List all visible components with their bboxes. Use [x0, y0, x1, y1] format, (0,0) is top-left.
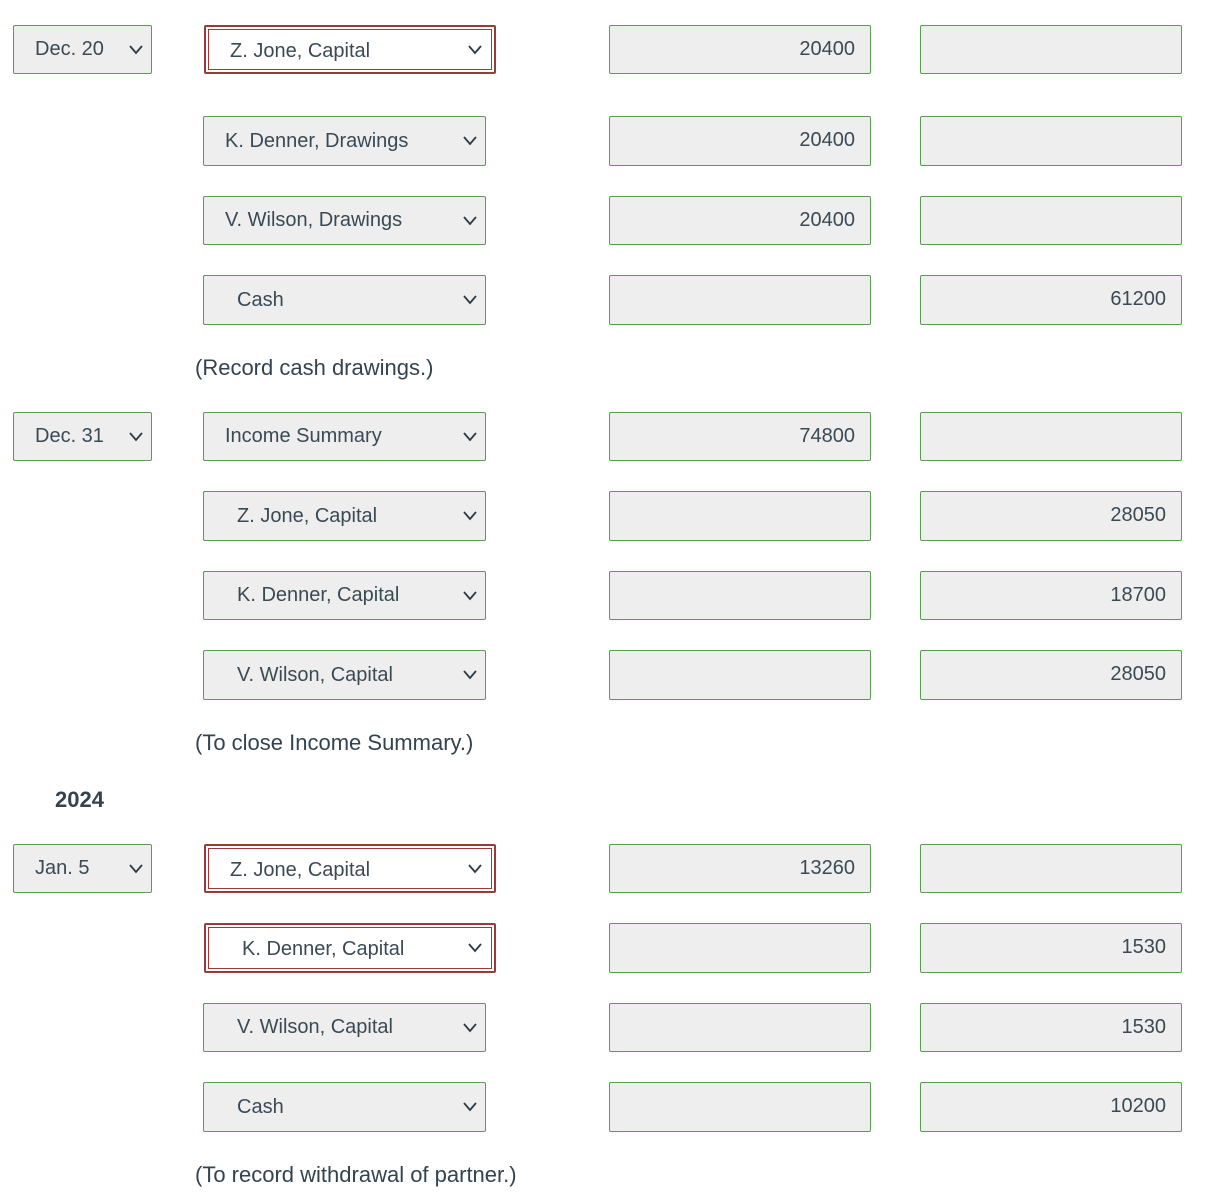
- chevron-down-icon: [129, 432, 143, 442]
- account-select[interactable]: [203, 650, 486, 700]
- account-select-value: K. Denner, Capital: [237, 584, 400, 606]
- account-select[interactable]: [203, 275, 486, 325]
- chevron-down-icon: [468, 45, 482, 55]
- credit-input[interactable]: [920, 844, 1182, 893]
- date-select[interactable]: [13, 844, 152, 893]
- chevron-down-icon: [468, 943, 482, 953]
- account-select[interactable]: [203, 491, 486, 541]
- credit-input[interactable]: 18700: [920, 571, 1182, 620]
- entry-explanation: (Record cash drawings.): [195, 355, 434, 380]
- debit-input[interactable]: [609, 923, 871, 973]
- chevron-down-icon: [463, 432, 477, 442]
- chevron-down-icon: [129, 864, 143, 874]
- debit-input[interactable]: [609, 571, 871, 620]
- account-select[interactable]: [203, 196, 486, 245]
- credit-input[interactable]: 28050: [920, 650, 1182, 700]
- credit-input[interactable]: [920, 412, 1182, 461]
- account-select-error[interactable]: [204, 923, 496, 973]
- debit-input[interactable]: [609, 650, 871, 700]
- account-select[interactable]: [203, 412, 486, 461]
- debit-input[interactable]: 20400: [609, 25, 871, 74]
- account-select[interactable]: [203, 1003, 486, 1052]
- account-select-value: Z. Jone, Capital: [230, 859, 371, 881]
- date-select-value: Jan. 5: [35, 857, 90, 879]
- credit-input[interactable]: 1530: [920, 923, 1182, 973]
- credit-input[interactable]: 28050: [920, 491, 1182, 541]
- account-select-value: Z. Jone, Capital: [237, 504, 378, 527]
- credit-input[interactable]: 1530: [920, 1003, 1182, 1052]
- debit-input[interactable]: 20400: [609, 116, 871, 166]
- account-select[interactable]: [203, 116, 486, 166]
- account-select-value: V. Wilson, Capital: [237, 663, 393, 686]
- account-select-value: Z. Jone, Capital: [230, 40, 371, 62]
- credit-input[interactable]: 10200: [920, 1082, 1182, 1132]
- account-select-value: Cash: [237, 288, 284, 311]
- account-select-error[interactable]: [204, 25, 496, 74]
- account-select-error[interactable]: [204, 844, 496, 893]
- chevron-down-icon: [463, 136, 477, 146]
- account-select-value: Income Summary: [225, 425, 382, 447]
- account-select-value: V. Wilson, Capital: [237, 1016, 393, 1038]
- date-select-value: Dec. 31: [35, 425, 104, 447]
- debit-input[interactable]: [609, 275, 871, 325]
- date-select[interactable]: [13, 25, 152, 74]
- account-select[interactable]: [203, 1082, 486, 1132]
- account-select-value: V. Wilson, Drawings: [225, 209, 403, 231]
- chevron-down-icon: [463, 1023, 477, 1033]
- account-select-value: K. Denner, Drawings: [225, 129, 409, 152]
- debit-input[interactable]: [609, 1082, 871, 1132]
- debit-input[interactable]: [609, 491, 871, 541]
- chevron-down-icon: [463, 511, 477, 521]
- credit-input[interactable]: [920, 196, 1182, 245]
- credit-input[interactable]: [920, 25, 1182, 74]
- credit-input[interactable]: [920, 116, 1182, 166]
- chevron-down-icon: [463, 1102, 477, 1112]
- date-select[interactable]: [13, 412, 152, 461]
- account-select[interactable]: [203, 571, 486, 620]
- credit-input[interactable]: 61200: [920, 275, 1182, 325]
- account-select-value: K. Denner, Capital: [242, 938, 405, 960]
- entry-explanation: (To close Income Summary.): [195, 730, 474, 755]
- chevron-down-icon: [468, 864, 482, 874]
- chevron-down-icon: [463, 670, 477, 680]
- chevron-down-icon: [129, 45, 143, 55]
- chevron-down-icon: [463, 591, 477, 601]
- chevron-down-icon: [463, 216, 477, 226]
- debit-input[interactable]: 74800: [609, 412, 871, 461]
- year-label: 2024: [55, 787, 104, 812]
- date-select-value: Dec. 20: [35, 38, 104, 60]
- account-select-value: Cash: [237, 1095, 284, 1118]
- debit-input[interactable]: 20400: [609, 196, 871, 245]
- chevron-down-icon: [463, 295, 477, 305]
- debit-input[interactable]: 13260: [609, 844, 871, 893]
- entry-explanation: (To record withdrawal of partner.): [195, 1162, 517, 1187]
- debit-input[interactable]: [609, 1003, 871, 1052]
